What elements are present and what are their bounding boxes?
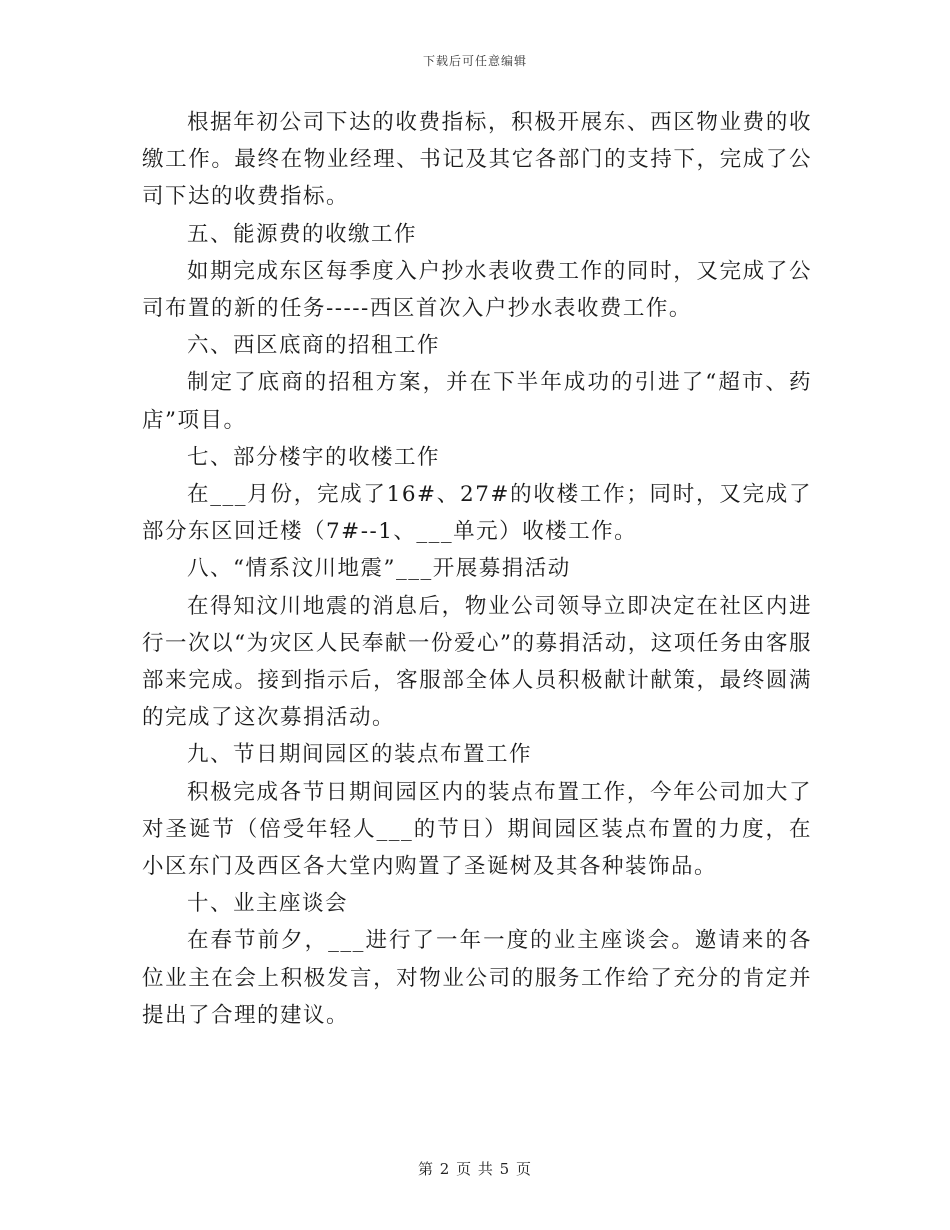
page-header: 下载后可任意编辑	[422, 54, 527, 68]
section-heading: 十、业主座谈会	[187, 891, 349, 917]
body-paragraph: 在___月份，完成了16#、27#的收楼工作；同时，又完成了部分东区回迁楼（7#--1、___单元）收楼工作。	[142, 482, 812, 545]
section-heading: 八、“情系汶川地震”___开展募捐活动	[187, 556, 571, 582]
page-footer: 第 2 页 共 5 页	[418, 1160, 532, 1178]
body-paragraph: 在得知汶川地震的消息后，物业公司领导立即决定在社区内进行一次以“为灾区人民奉献一份爱心”的募捐活动，这项任务由客服部来完成。接到指示后，客服部全体人员积极献计献策，最终圆满的完成了这次募捐活动。	[142, 593, 812, 731]
body-paragraph: 根据年初公司下达的收费指标，积极开展东、西区物业费的收缴工作。最终在物业经理、书记及其它各部门的支持下，完成了公司下达的收费指标。	[142, 110, 812, 210]
section-heading: 七、部分楼宇的收楼工作	[187, 444, 441, 470]
body-paragraph: 制定了底商的招租方案，并在下半年成功的引进了“超市、药店”项目。	[142, 370, 812, 433]
section-heading: 五、能源费的收缴工作	[187, 221, 418, 247]
body-paragraph: 在春节前夕，___进行了一年一度的业主座谈会。邀请来的各位业主在会上积极发言，对物业公司的服务工作给了充分的肯定并提出了合理的建议。	[142, 928, 812, 1028]
body-paragraph: 如期完成东区每季度入户抄水表收费工作的同时，又完成了公司布置的新的任务-----西区首次入户抄水表收费工作。	[142, 258, 812, 322]
document-body	[142, 104, 812, 1034]
body-paragraph: 积极完成各节日期间园区内的装点布置工作，今年公司加大了对圣诞节（倍受年轻人___的节日）期间园区装点布置的力度，在小区东门及西区各大堂内购置了圣诞树及其各种装饰品。	[142, 779, 812, 880]
section-heading: 九、节日期间园区的装点布置工作	[187, 742, 533, 768]
section-heading: 六、西区底商的招租工作	[187, 333, 441, 359]
